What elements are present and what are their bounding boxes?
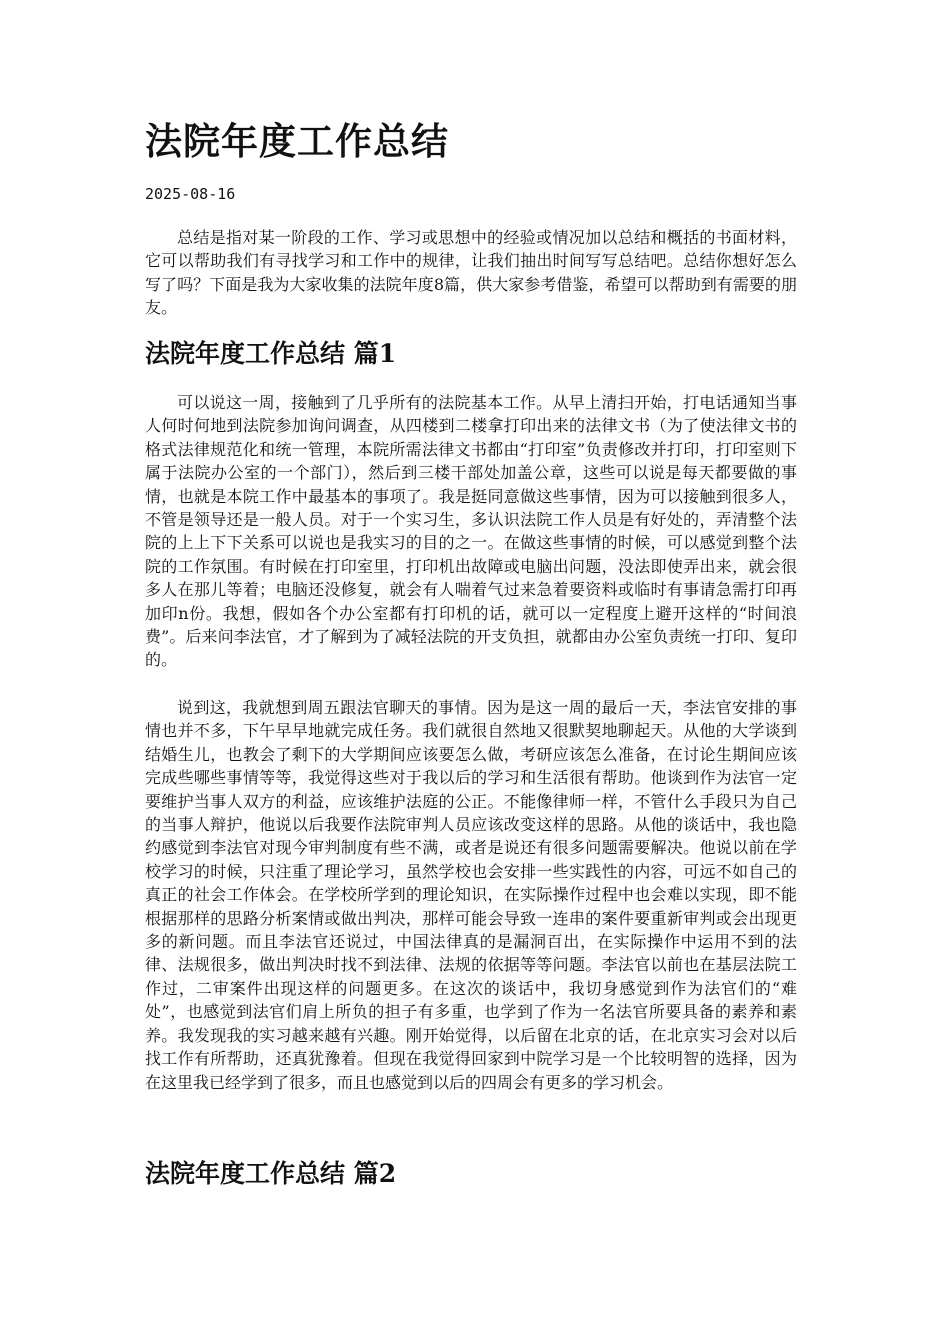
intro-paragraph: 总结是指对某一阶段的工作、学习或思想中的经验或情况加以总结和概括的书面材料，它可以帮助我们有寻找学习和工作中的规律，让我们抽出时间写写总结吧。总结你想好怎么写了吗？下面是我为大家收集的法院年度8篇，供大家参考借鉴，希望可以帮助到有需要的朋友。 (145, 228, 797, 318)
section-1-paragraph-2: 说到这，我就想到周五跟法官聊天的事情。因为是这一周的最后一天，李法官安排的事情也并不多，下午早早地就完成任务。我们就很自然地又很默契地聊起天。从他的大学谈到结婚生儿，也教会了剩下的大学期间应该要怎么做，考研应该怎么准备，在讨论生期间应该完成些哪些事情等等，我觉得这些对于我以后的学习和生活很有帮助。他谈到作为法官一定要维护当事人双方的利益，应该维护法庭的公正。不能像律师一样，不管什么手段只为自己的当事人辩护，他说以后我要作法院审判人员应该改变这样的思路。从他的谈话中，我也隐约感觉到李法官对现今审判制度有些不满，或者是说还有很多问题需要解决。他说以前在学校学习的时候，只注重了理论学习，虽然学校也会安排一些实践性的内容，可远不如自己的真正的社会工作体会。在学校所学到的理论知识，在实际操作过程中也会难以实现，即不能根据那样的思路分析案情或做出判决，那样可能会导致一连串的案件要重新审判或会出现更多的新问题。而且李法官还说过，中国法律真的是漏洞百出，在实际操作中运用不到的法律、法规很多，做出判决时找不到法律、法规的依据等等问题。李法官以前也在基层法院工作过，二审案件出现这样的问题更多。在这次的谈话中，我切身感觉到作为法官们的“难处”，也感觉到法官们肩上所负的担子有多重，也学到了作为一名法官所要具备的素养和素养。我发现我的实习越来越有兴趣。刚开始觉得，以后留在北京的话，在北京实习会对以后找工作有所帮助，还真犹豫着。但现在我觉得回家到中院学习是一个比较明智的选择，因为在这里我已经学到了很多，而且也感觉到以后的四周会有更多的学习机会。 (145, 698, 797, 1092)
section-heading-2: 法院年度工作总结 篇2 (145, 1159, 397, 1188)
section-heading-1: 法院年度工作总结 篇1 (145, 339, 397, 368)
document-title: 法院年度工作总结 (145, 119, 449, 163)
section-1-paragraph-1: 可以说这一周，接触到了几乎所有的法院基本工作。从早上清扫开始，打电话通知当事人何时何地到法院参加询问调查，从四楼到二楼拿打印出来的法律文书（为了使法律文书的格式法律规范化和统一管理，本院所需法律文书都由“打印室”负责修改并打印，打印室则下属于法院办公室的一个部门），然后到三楼干部处加盖公章，这些可以说是每天都要做的事情，也就是本院工作中最基本的事项了。我是挺同意做这些事情，因为可以接触到很多人，不管是领导还是一般人员。对于一个实习生，多认识法院工作人员是有好处的，弄清整个法院的上上下下关系可以说也是我实习的目的之一。在做这些事情的时候，可以感觉到整个法院的工作氛围。有时候在打印室里，打印机出故障或电脑出问题，没法即使弄出来，就会很多人在那儿等着；电脑还没修复，就会有人喘着气过来急着要资料或临时有事请急需打印再加印n份。我想，假如各个办公室都有打印机的话，就可以一定程度上避开这样的“时间浪费”。后来问李法官，才了解到为了减轻法院的开支负担，就都由办公室负责统一打印、复印的。 (145, 393, 797, 670)
publish-date: 2025-08-16 (145, 185, 236, 203)
